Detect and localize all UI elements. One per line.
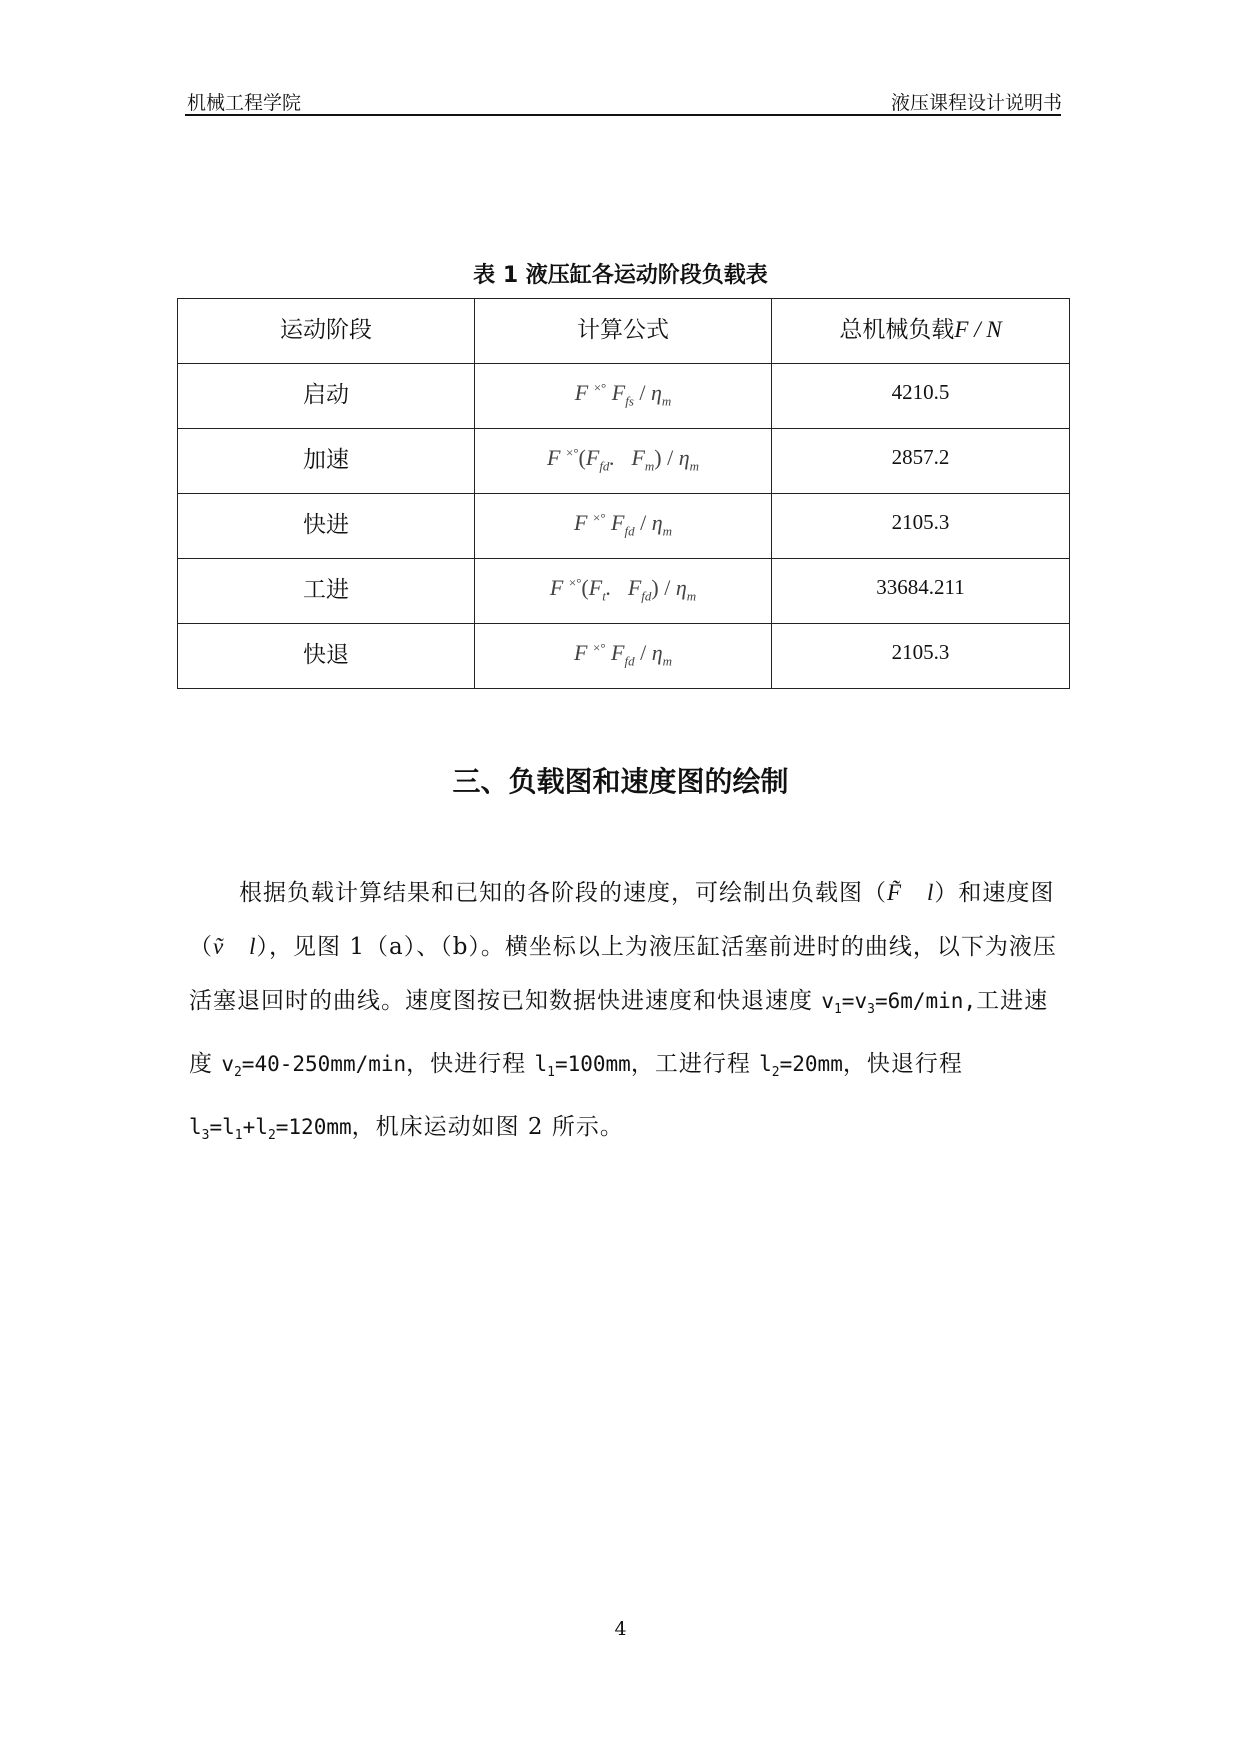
value-cell: 2105.3 xyxy=(772,494,1070,559)
header-document-title: 液压课程设计说明书 xyxy=(890,92,1062,114)
section-title: 三、负载图和速度图的绘制 xyxy=(452,765,789,798)
stage-cell: 快进 xyxy=(178,494,475,559)
table-row xyxy=(178,364,1070,429)
stage-cell: 快退 xyxy=(178,624,475,689)
formula-cell: F ×° $F_{fs} / \eta_m$ xyxy=(475,364,772,429)
page-number: 4 xyxy=(614,1618,627,1640)
column-header-formula: 计算公式 xyxy=(475,299,772,364)
value-cell: 2857.2 xyxy=(772,429,1070,494)
formula-cell: F $^{\times^\circ}(F_t$. $F_{fd}) / \eta_m$ xyxy=(475,559,772,624)
formula-cell: F $^{\times^\circ}(F_{fd}$. $F_m) / \eta_m$ xyxy=(475,429,772,494)
table-row xyxy=(178,559,1070,624)
stage-cell: 加速 xyxy=(178,429,475,494)
value-cell: 2105.3 xyxy=(772,624,1070,689)
table-caption: 表 1 液压缸各运动阶段负载表 xyxy=(473,263,768,288)
stage-cell: 启动 xyxy=(178,364,475,429)
table-header-row xyxy=(178,299,1070,364)
formula-cell: F ×° $F_{fd} / \eta_m$ xyxy=(475,494,772,559)
header-school: 机械工程学院 xyxy=(187,92,302,114)
formula-cell: F ×° $F_{fd} / \eta_m$ xyxy=(475,624,772,689)
column-header-load: 总机械负载F / N xyxy=(772,299,1070,364)
table-row xyxy=(178,624,1070,689)
header-divider xyxy=(185,114,1061,116)
load-table xyxy=(177,298,1070,689)
table-row xyxy=(178,494,1070,559)
stage-cell: 工进 xyxy=(178,559,475,624)
column-header-stage: 运动阶段 xyxy=(178,299,475,364)
value-cell: 4210.5 xyxy=(772,364,1070,429)
body-paragraph: 根据负载计算结果和已知的各阶段的速度，可绘制出负载图（F̃ l）和速度图（ṽ l），见图 1（a）、（b）。横坐标以上为液压缸活塞前进时的曲线，以下为液压活塞退回时的曲线。速度图按已知数据快进速度和快退速度 $v_1=v_3=6m/\min$,工进速度 $v_2=40-250mm/\min$，快进行程 $l_1=100mm$，工进行程 $l_2=20mm$，快退行程 $l_3=l_1+l_2=120mm$，机床运动如图 2 所示。 xyxy=(189,880,1057,1144)
value-cell: 33684.211 xyxy=(772,559,1070,624)
table-row xyxy=(178,429,1070,494)
